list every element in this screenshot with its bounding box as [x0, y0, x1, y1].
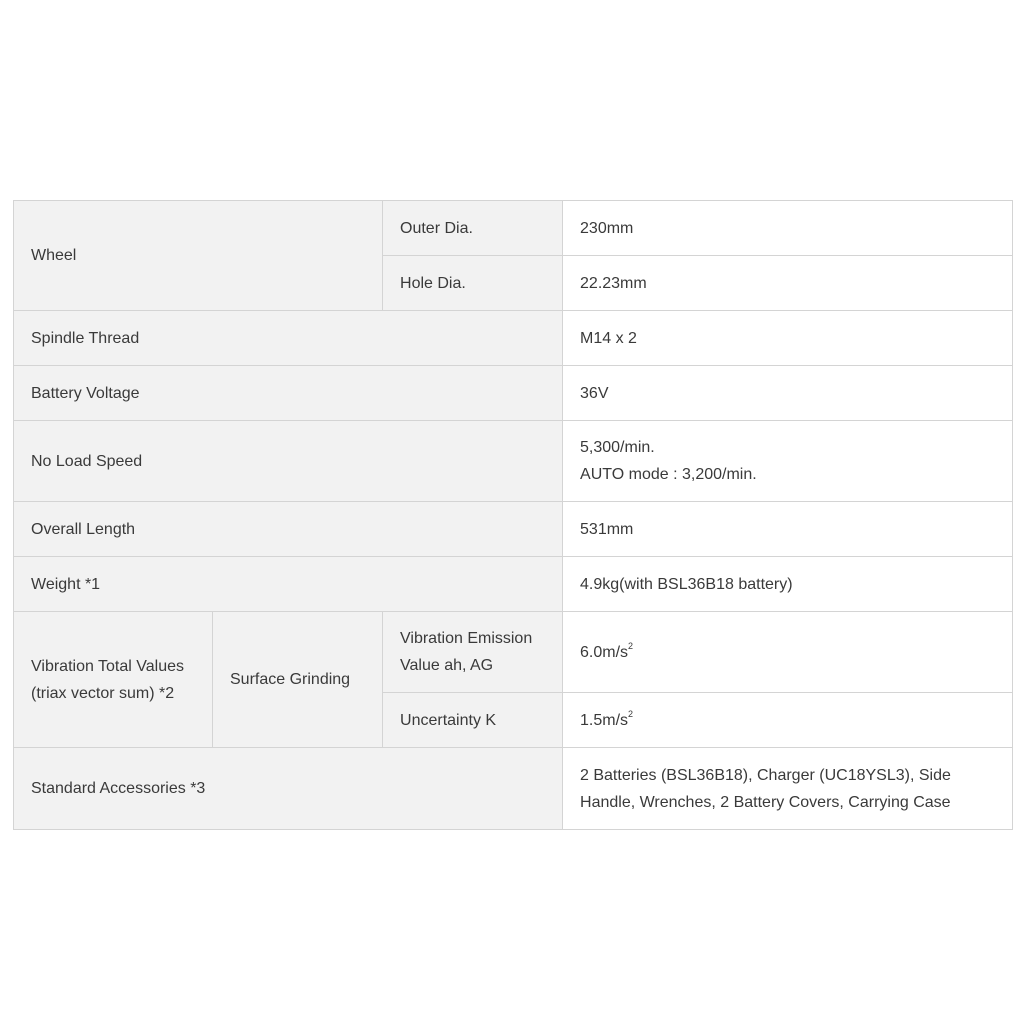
weight-label: Weight *1 — [14, 557, 563, 612]
vibration-emission-label-line-1: Vibration Emission — [400, 630, 533, 647]
vibration-total-label — [14, 612, 213, 748]
wheel-label: Wheel — [14, 201, 383, 311]
table-row-spindle-thread — [14, 311, 1013, 366]
vibration-emission-number: 6.0m/s — [580, 643, 629, 661]
vibration-emission-label — [383, 612, 563, 693]
standard-accessories-line-1: 2 Batteries (BSL36B18), Charger (UC18YSL3), Side — [580, 766, 951, 784]
spindle-thread-value: M14 x 2 — [563, 311, 1013, 366]
overall-length-value: 531mm — [563, 502, 1013, 557]
standard-accessories-value — [563, 748, 1013, 830]
no-load-speed-value — [563, 421, 1013, 502]
uncertainty-number: 1.5m/s — [580, 711, 629, 729]
table-row-wheel-outer — [14, 201, 1013, 256]
uncertainty-exponent: 2 — [628, 709, 634, 720]
standard-accessories-label: Standard Accessories *3 — [14, 748, 563, 830]
surface-grinding-label: Surface Grinding — [213, 612, 383, 748]
vibration-emission-exponent: 2 — [628, 641, 634, 652]
no-load-speed-line-1: 5,300/min. — [580, 439, 655, 456]
outer-dia-label: Outer Dia. — [383, 201, 563, 256]
table-row-standard-accessories — [14, 748, 1013, 830]
uncertainty-value — [563, 693, 1013, 748]
spindle-thread-label: Spindle Thread — [14, 311, 563, 366]
hole-dia-label: Hole Dia. — [383, 256, 563, 311]
vibration-total-label-line-1: Vibration Total Values — [31, 657, 184, 675]
standard-accessories-line-2: Handle, Wrenches, 2 Battery Covers, Carrying Case — [580, 793, 951, 811]
weight-value: 4.9kg(with BSL36B18 battery) — [563, 557, 1013, 612]
table-row-battery-voltage — [14, 366, 1013, 421]
spec-table — [13, 200, 1013, 830]
table-row-vibration-emission — [14, 612, 1013, 693]
table-row-overall-length — [14, 502, 1013, 557]
battery-voltage-label: Battery Voltage — [14, 366, 563, 421]
vibration-emission-value — [563, 612, 1013, 693]
no-load-speed-label: No Load Speed — [14, 421, 563, 502]
vibration-emission-label-line-2: Value ah, AG — [400, 657, 494, 674]
battery-voltage-value: 36V — [563, 366, 1013, 421]
no-load-speed-line-2: AUTO mode : 3,200/min. — [580, 466, 757, 483]
table-row-weight — [14, 557, 1013, 612]
vibration-total-label-line-2: (triax vector sum) *2 — [31, 684, 175, 702]
overall-length-label: Overall Length — [14, 502, 563, 557]
outer-dia-value: 230mm — [563, 201, 1013, 256]
hole-dia-value: 22.23mm — [563, 256, 1013, 311]
table-row-no-load-speed — [14, 421, 1013, 502]
uncertainty-label: Uncertainty K — [383, 693, 563, 748]
